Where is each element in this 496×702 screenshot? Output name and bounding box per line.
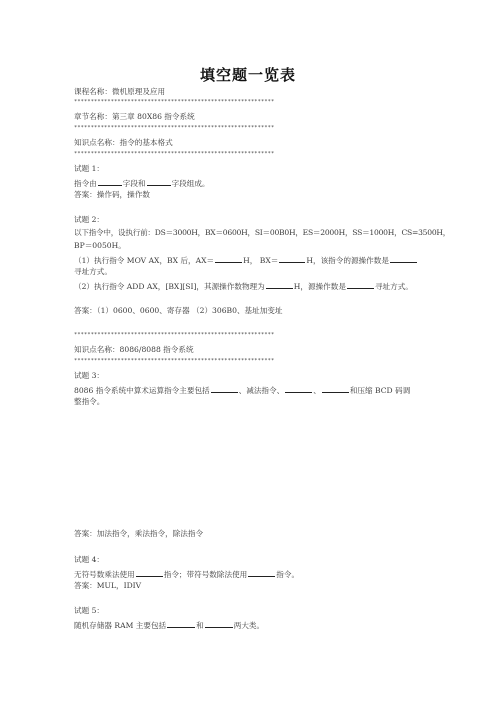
question-label: 试题 2： [74, 215, 105, 224]
question-text-part: 指令。 [276, 570, 300, 579]
answer-blank [98, 177, 122, 186]
answer-text: 答案：MUL，IDIV [74, 581, 142, 590]
question-text-part: 两大类。 [233, 621, 265, 630]
question-text-part: H， BX＝ [243, 256, 279, 265]
question-text: 以下指令中，设执行前：DS＝3000H，BX＝0600H，SI＝00B0H，ES＝2000H，SS＝1000H，CS=3500H， [74, 228, 451, 237]
page-title: 填空题一览表 [199, 66, 296, 84]
separator-line: ************************************************************ [74, 358, 275, 364]
question-text-part: 和压缩 BCD 码调 [349, 386, 411, 395]
answer-blank [211, 384, 238, 393]
answer-blank [322, 384, 349, 393]
separator-line: ************************************************************ [74, 125, 275, 131]
question-text-part: 随机存储器 RAM 主要包括 [74, 621, 167, 630]
knowledge-point-name: 知识点名称：指令的基本格式 [74, 138, 173, 147]
answer-text: 答案：（1）0600、0600、寄存器 （2）306B0、基址加变址 [74, 306, 283, 315]
question-label: 试题 1： [74, 164, 105, 173]
knowledge-point-name: 知识点名称：8086/8088 指令系统 [74, 345, 194, 354]
question-text-part: 指令；带符号数除法使用 [163, 570, 248, 579]
question-text-part: 、减法指令、 [238, 386, 285, 395]
question-text-part: （2）执行指令 ADD AX，[BX][SI]，其源操作数物理为 [74, 282, 265, 291]
question-text [74, 384, 410, 396]
question-text-part: （1）执行指令 MOV AX，BX 后，AX＝ [74, 256, 215, 265]
question-text-part: 寻址方式。 [374, 282, 413, 291]
question-text [74, 254, 418, 266]
question-text-part: 8086 指令系统中算术运算指令主要包括 [74, 386, 210, 395]
answer-blank [167, 619, 195, 628]
question-text [74, 619, 264, 631]
answer-blank [279, 254, 305, 263]
question-text-part: 指令由 [74, 179, 97, 188]
answer-text: 答案：加法指令，乘法指令，除法指令 [74, 529, 204, 538]
answer-blank [347, 280, 374, 289]
question-label: 试题 3： [74, 371, 105, 380]
answer-blank [285, 384, 312, 393]
answer-blank [390, 254, 417, 263]
question-text-part: 和 [196, 621, 204, 630]
question-text [74, 280, 413, 292]
question-text [74, 568, 299, 580]
question-text: 整指令。 [74, 397, 105, 406]
answer-text: 答案：操作码，操作数 [74, 190, 150, 199]
course-name: 课程名称：微机原理及应用 [74, 87, 166, 96]
separator-line: ************************************************************ [74, 151, 275, 157]
question-label: 试题 5： [74, 606, 105, 615]
answer-blank [215, 254, 242, 263]
answer-blank [205, 619, 233, 628]
question-text-part: H，该指令的源操作数是 [306, 256, 389, 265]
question-text-part: 字段组成。 [171, 179, 210, 188]
question-text [74, 177, 210, 189]
question-text: 寻址方式。 [74, 267, 112, 276]
chapter-name: 章节名称：第三章 80X86 指令系统 [74, 112, 195, 121]
question-text-part: 字段和 [122, 179, 146, 188]
separator-line: ************************************************************ [74, 332, 275, 338]
separator-line: ************************************************************ [74, 99, 275, 105]
answer-blank [266, 280, 293, 289]
question-text-part: H，源操作数是 [293, 282, 346, 291]
question-text-part: 、 [313, 386, 321, 395]
answer-blank [136, 568, 163, 577]
question-text: BP＝0050H。 [74, 241, 126, 250]
question-label: 试题 4： [74, 555, 105, 564]
answer-blank [147, 177, 171, 186]
question-text-part: 无符号数乘法使用 [74, 570, 135, 579]
answer-blank [248, 568, 275, 577]
